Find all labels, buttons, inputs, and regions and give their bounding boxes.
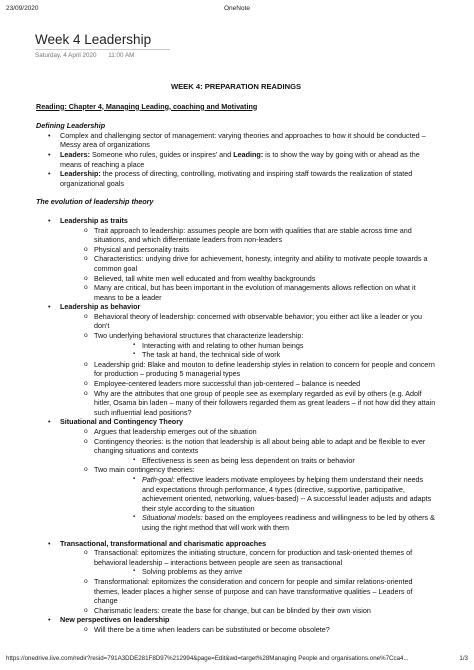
list-item — [36, 615, 436, 634]
list-item: ▪ Effectiveness is seen as being less dependent on traits or behavior — [94, 456, 436, 466]
list-item — [36, 302, 436, 417]
page-number: 1/3 — [459, 655, 468, 662]
list-item: o Charismatic leaders: create the base for change, but can be blinded by their own vision — [60, 606, 436, 616]
list-item: • Complex and challenging sector of management: varying theories and approaches to how it should be conducted – Messy area of organizations — [36, 131, 436, 150]
list-item — [36, 539, 436, 616]
list-item: o Leadership grid: Blake and mouton to define leadership styles in relation to concern for people and concern for production – producing 5 managerial types — [60, 360, 436, 379]
list-item: o Believed, tall white men well educated and from wealthy backgrounds — [60, 274, 436, 284]
print-app-name: OneNote — [223, 5, 251, 12]
print-header — [6, 5, 468, 15]
list-item: o Behavioral theory of leadership: concerned with observable behavior; you either act like a leader or you don't — [60, 312, 436, 331]
list-item: o Many are critical, but has been important in the evolution of managements allows reflection on what it means to be a leader — [60, 283, 436, 302]
list-item — [36, 216, 436, 302]
list-item: o Trait approach to leadership: assumes people are born with qualities that are stable across time and situations, and which differentiate leaders from non-leaders — [60, 226, 436, 245]
page-date: Saturday, 4 April 2020 — [35, 52, 97, 59]
list-item: o Why are the attributes that one group of people see as exemplary regarded as evil by others (e.g. Adolf hitler, Osama bin laden – many of their followers regarded them as great leaders – if not how did they attain such influential lead positions? — [60, 389, 436, 418]
print-footer — [6, 655, 468, 665]
term: Leaders: — [60, 149, 90, 159]
page-timestamp — [35, 52, 134, 59]
title-underline — [35, 49, 170, 50]
list-item: ▪ Solving problems as they arrive — [94, 567, 436, 577]
reading-title: Reading: Chapter 4, Managing Leading, coaching and Motivating — [36, 101, 258, 111]
subsection-title: Situational and Contingency Theory — [60, 417, 183, 427]
subsection-title: Transactional, transformational and charismatic approaches — [60, 538, 267, 548]
evolution-list — [36, 216, 436, 635]
list-item: o Two main contingency theories: ▪ Path-goal: effective leaders motivate employees by helping them understand their needs and expectations through performance, 4 types (directive, supportive, participative, achievement oriented, networking, values-based) -- A successful leader adjusts and adapts their style according to the situation ▪ Situational models: based on the employees readiness and willingness to be led by others & using the right method that will work with them — [60, 465, 436, 532]
list-item: • Leadership: the process of directing, controlling, motivating and inspiring staff towards the realization of stated organizational goals — [36, 169, 436, 188]
list-item: ▪ Interacting with and relating to other human beings — [94, 341, 436, 351]
term: Leadership: — [60, 169, 101, 179]
print-date: 23/09/2020 — [6, 5, 39, 12]
list-item: o Characteristics: undying drive for achievement, honesty, integrity and ability to motivate people towards a common goal — [60, 254, 436, 273]
note-content — [36, 82, 436, 634]
list-item: o Two underlying behavioral structures that characterize leadership: ▪ Interacting with and relating to other human beings ▪ The task at hand, the technical side of work — [60, 331, 436, 360]
list-item: o Employee-centered leaders more successful than job-centered – balance is needed — [60, 379, 436, 389]
term: Situational models: — [142, 513, 203, 523]
list-item: o Physical and personality traits — [60, 245, 436, 255]
list-item: • Leaders: Someone who rules, guides or inspires' and Leading: is to show the way by going with or ahead as the means of reaching a place — [36, 150, 436, 169]
list-item: ▪ Path-goal: effective leaders motivate employees by helping them understand their needs and expectations through performance, 4 types (directive, supportive, participative, achievement oriented, networking, values-based) -- A successful leader adjusts and adapts their style according to the situation — [94, 475, 436, 513]
list-item: o Will there be a time when leaders can be substituted or become obsolete? — [60, 625, 436, 635]
list-item: ▪ Situational models: based on the employees readiness and willingness to be led by others & using the right method that will work with them — [94, 513, 436, 532]
section-defining-leadership: Defining Leadership — [36, 121, 106, 131]
page-title: Week 4 Leadership — [35, 32, 152, 47]
list-item: o Transactional: epitomizes the initiating structure, concern for production and task-oriented themes of behavioral leadership – interactions between people are seen as transactional ▪ Solving problems as they arrive — [60, 548, 436, 577]
subsection-title: New perspectives on leadership — [60, 615, 170, 625]
list-item: ▪ The task at hand, the technical side of work — [94, 350, 436, 360]
term: Path-goal: — [142, 474, 175, 484]
list-item: o Transformational: epitomizes the consideration and concern for people and similar relations-oriented themes, leader places a higher sense of purpose and can have transformative qualities – Leaders of change — [60, 577, 436, 606]
doc-heading: WEEK 4: PREPARATION READINGS — [170, 82, 302, 91]
term: Leading: — [233, 149, 264, 159]
defining-list — [36, 131, 436, 189]
subsection-title: Leadership as traits — [60, 215, 128, 225]
source-url: https://onedrive.live.com/redir?resid=791A3DDE281F8D97%212994&page=Edit&wd=target%28Managing People and organisations.one%7Cca4... — [6, 655, 409, 662]
list-item: o Contingency theories: is the notion that leadership is all about being able to adapt and be flexible to ever changing situations and contexts ▪ Effectiveness is seen as being less dependent on traits or behavior — [60, 437, 436, 466]
list-item — [36, 417, 436, 532]
subsection-title: Leadership as behavior — [60, 302, 141, 312]
section-evolution: The evolution of leadership theory — [36, 197, 154, 207]
page-time: 11:00 AM — [108, 52, 135, 59]
list-item: o Argues that leadership emerges out of the situation — [60, 427, 436, 437]
